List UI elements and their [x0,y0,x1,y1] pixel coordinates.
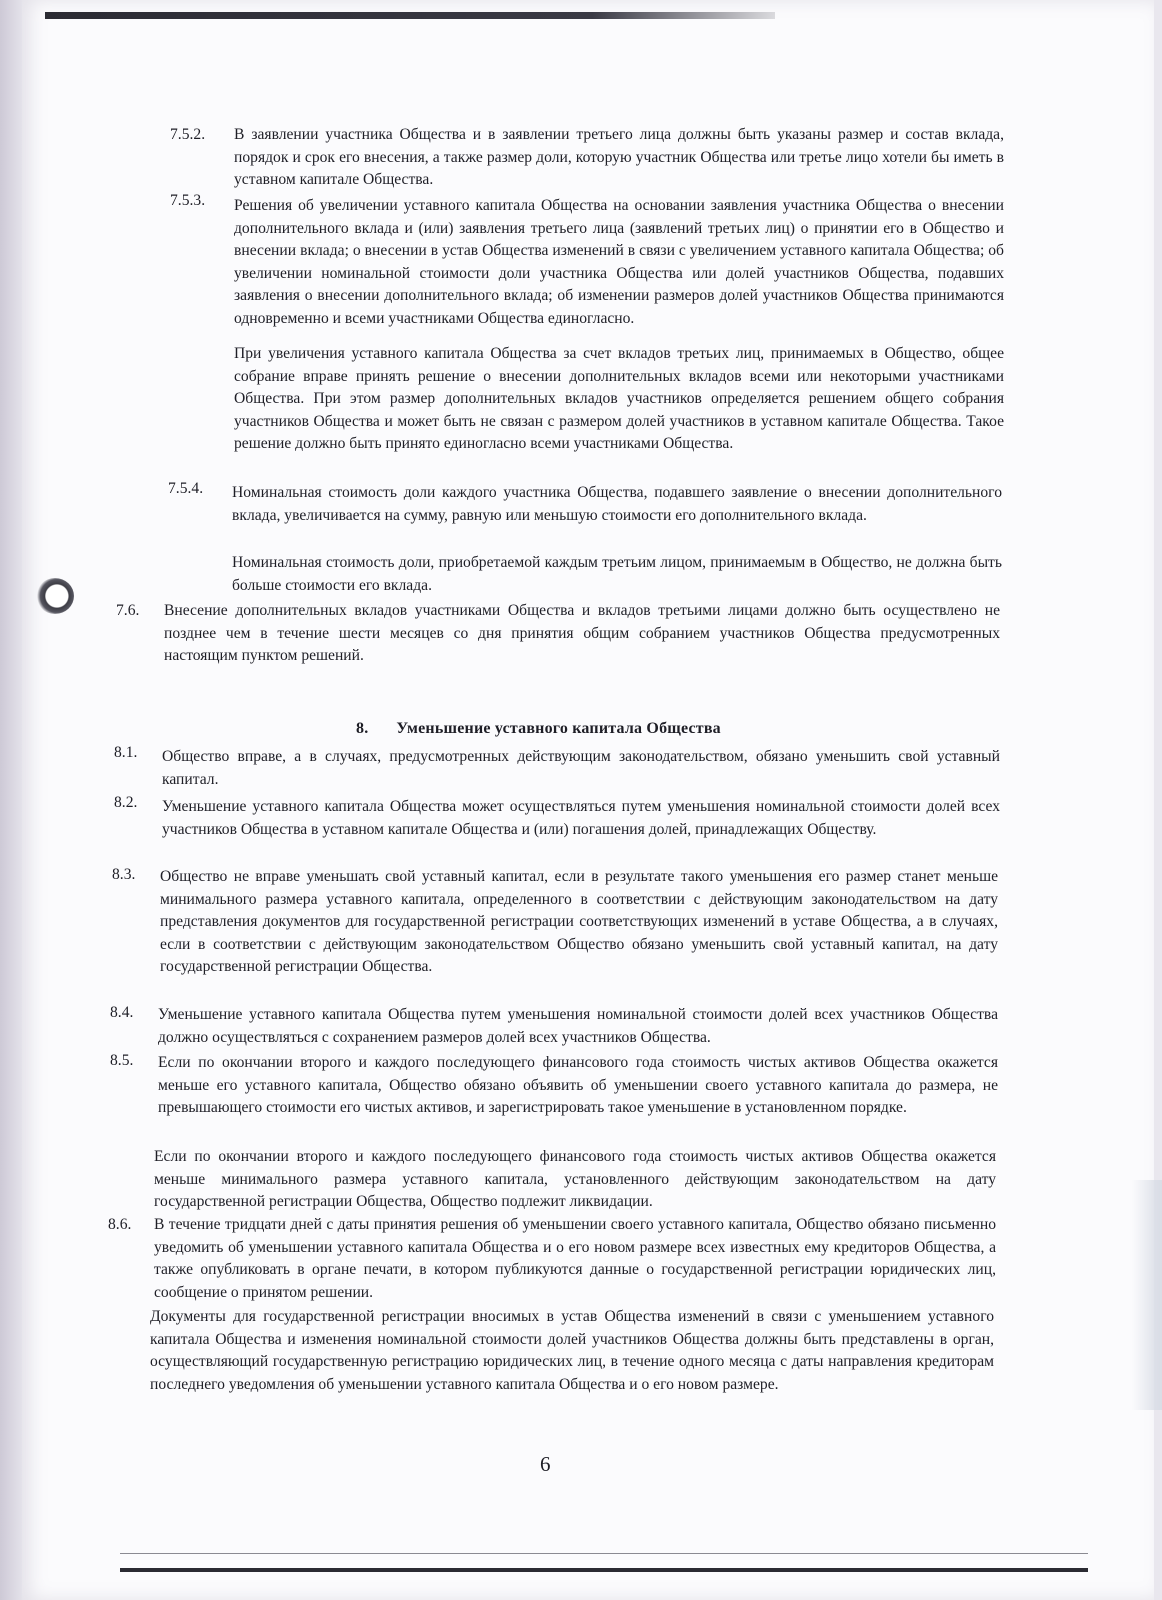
clause-number: 7.5.3. [170,192,206,209]
clause-text: Если по окончании второго и каждого последующего финансового года стоимость чистых активов Общества окажется меньше его уставного капитала, Общество обязано объявить об уменьшении своего уставного капитала до размера, не превышающего стоимости его чистых активов, и зарегистрировать такое уменьшение в установленном порядке. [158,1054,998,1116]
clause-text: Документы для государственной регистрации вносимых в устав Общества изменений в связи с уменьшением уставного капитала Общества и изменения номинальной стоимости долей участников Общества должны быть представлены в орган, осуществляющий государственную регистрацию юридических лиц, в течение одного месяца с даты направления кредиторам последнего уведомления об уменьшении уставного капитала Общества и о его новом размере. [150,1308,994,1393]
clause-text: Уменьшение уставного капитала Общества путем уменьшения номинальной стоимости долей всех участников Общества должно осуществляться с сохранением размеров долей всех участников Общества. [158,1006,998,1046]
clause-text: При увеличения уставного капитала Общества за счет вкладов третьих лиц, принимаемых в Общество, общее собрание вправе принять решение о внесении дополнительных вкладов всеми или некоторыми участниками Общества. При этом размер дополнительных вкладов участников определяется решением общего собрания участников Общества и может быть не связан с размером долей участников в уставном капитале Общества. Такое решение должно быть принято единогласно всеми участниками Общества. [234,345,1004,452]
clause-text: Номинальная стоимость доли, приобретаемой каждым третьим лицом, принимаемым в Общество, не должна быть больше стоимости его вклада. [232,554,1002,594]
bottom-rule-thin [120,1553,1088,1554]
clause-text: Общество вправе, а в случаях, предусмотренных действующим законодательством, обязано уменьшить свой уставный капитал. [162,748,1000,788]
scan-right-shadow [1132,1180,1162,1410]
section-title: Уменьшение уставного капитала Общества [396,720,721,737]
clause-number: 7.5.4. [168,480,204,497]
section-heading [356,720,721,738]
clause-number: 8.4. [110,1004,134,1021]
clause-number: 7.5.2. [170,126,206,143]
clause-number: 8.1. [114,744,138,761]
clause-text: Общество не вправе уменьшать свой уставный капитал, если в результате такого уменьшения его размер станет меньше минимального размера уставного капитала, определенного в соответствии с действующим законодательством на дату представления документов для государственной регистрации соответствующих изменений в уставе Общества, а в случаях, если в соответствии с действующим законодательством Общество обязано уменьшить свой уставный капитал, на дату государственной регистрации Общества. [160,868,998,975]
clause-number: 8.6. [108,1216,132,1233]
page-number: 6 [540,1452,551,1476]
clause-number: 8.3. [112,866,136,883]
top-rule [45,12,775,19]
clause-number: 8.5. [110,1052,134,1069]
section-number: 8. [356,720,369,737]
clause-text: Внесение дополнительных вкладов участниками Общества и вкладов третьими лицами должно быть осуществлено не позднее чем в течение шести месяцев со дня принятия общим собранием участников Общества предусмотренных настоящим пунктом решений. [164,602,1000,664]
clause-text: Уменьшение уставного капитала Общества может осуществляться путем уменьшения номинальной стоимости долей всех участников Общества в уставном капитале Общества и (или) погашения долей, принадлежащих Обществу. [162,798,1000,838]
clause-text: Если по окончании второго и каждого последующего финансового года стоимость чистых активов Общества окажется меньше минимального размера уставного капитала, установленного действующим законодательством на дату государственной регистрации Общества, Общество подлежит ликвидации. [154,1148,996,1210]
clause-text: Решения об увеличении уставного капитала Общества на основании заявления участника Общества о внесении дополнительного вклада и (или) заявления третьего лица (заявлений третьих лиц) о принятии его в Общество и внесении вклада; о внесении в устав Общества изменений в связи с увеличением уставного капитала Общества; об увеличении номинальной стоимости доли участника Общества или долей участников Общества, подавших заявления о внесении дополнительного вклада; об изменении размеров долей участников Общества принимаются одновременно и всеми участниками Общества единогласно. [234,197,1004,327]
clause-text: В течение тридцати дней с даты принятия решения об уменьшении своего уставного капитала, Общество обязано письменно уведомить об уменьшении уставного капитала Общества и о его новом размере всех известных ему кредиторов Общества, а также опубликовать в органе печати, в котором публикуются данные о государственной регистрации юридических лиц, сообщение о принятом решении. [154,1216,996,1301]
clause-text: В заявлении участника Общества и в заявлении третьего лица должны быть указаны размер и состав вклада, порядок и срок его внесения, а также размер доли, которую участник Общества или третье лицо хотели бы иметь в уставном капитале Общества. [234,126,1004,188]
binder-hole [36,578,74,614]
clause-text: Номинальная стоимость доли каждого участника Общества, подавшего заявление о внесении дополнительного вклада, увеличивается на сумму, равную или меньшую стоимости его дополнительного вклада. [232,484,1002,524]
clause-number: 7.6. [116,602,140,619]
clause-number: 8.2. [114,794,138,811]
bottom-rule [120,1568,1088,1572]
